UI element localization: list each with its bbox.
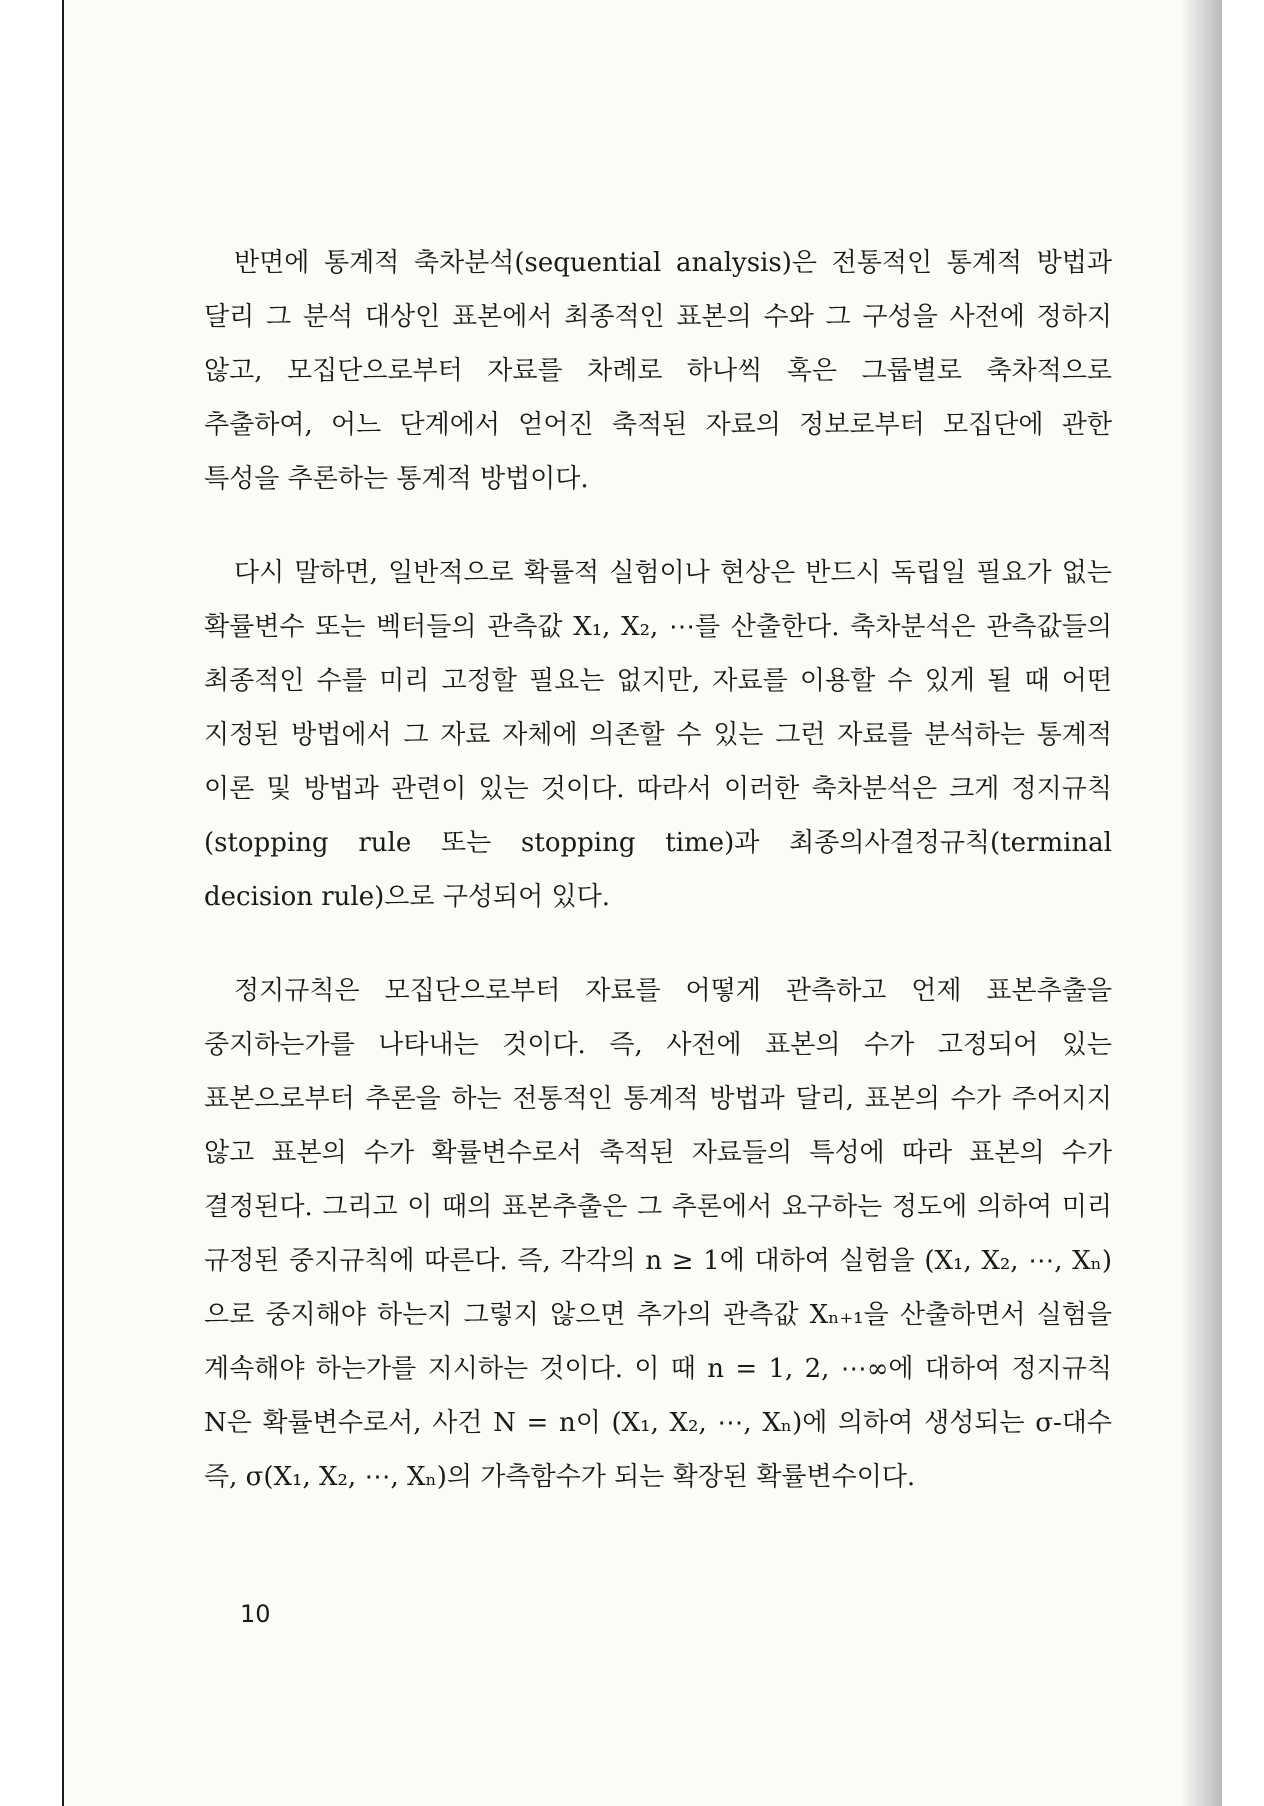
body-text xyxy=(204,236,1112,1544)
page-number: 10 xyxy=(240,1600,271,1628)
paragraph-stopping-rule: 정지규칙은 모집단으로부터 자료를 어떻게 관측하고 언제 표본추출을 중지하는가를 나타내는 것이다. 즉, 사전에 표본의 수가 고정되어 있는 표본으로부터 추론을 하는 전통적인 통계적 방법과 달리, 표본의 수가 주어지지 않고 표본의 수가 확률변수로서 축적된 자료들의 특성에 따라 표본의 수가 결정된다. 그리고 이 때의 표본추출은 그 추론에서 요구하는 정도에 의하여 미리 규정된 중지규칙에 따른다. 즉, 각각의 n ≥ 1에 대하여 실험을 (X₁, X₂, ⋯, Xₙ)으로 중지해야 하는지 그렇지 않으면 추가의 관측값 Xₙ₊₁을 산출하면서 실험을 계속해야 하는가를 지시하는 것이다. 이 때 n = 1, 2, ⋯∞에 대하여 정지규칙 N은 확률변수로서, 사건 N = n이 (X₁, X₂, ⋯, Xₙ)에 의하여 생성되는 σ-대수 즉, σ(X₁, X₂, ⋯, Xₙ)의 가측함수가 되는 확장된 확률변수이다. xyxy=(204,976,1112,1492)
paragraph-observations: 다시 말하면, 일반적으로 확률적 실험이나 현상은 반드시 독립일 필요가 없는 확률변수 또는 벡터들의 관측값 X₁, X₂, ⋯를 산출한다. 축차분석은 관측값들의 최종적인 수를 미리 고정할 필요는 없지만, 자료를 이용할 수 있게 될 때 어떤 지정된 방법에서 그 자료 자체에 의존할 수 있는 그런 자료를 분석하는 통계적 이론 및 방법과 관련이 있는 것이다. 따라서 이러한 축차분석은 크게 정지규칙(stopping rule 또는 stopping time)과 최종의사결정규칙(terminal decision rule)으로 구성되어 있다. xyxy=(204,558,1112,912)
paragraph-sequential-analysis: 반면에 통계적 축차분석(sequential analysis)은 전통적인 통계적 방법과 달리 그 분석 대상인 표본에서 최종적인 표본의 수와 그 구성을 사전에 정하지 않고, 모집단으로부터 자료를 차례로 하나씩 혹은 그룹별로 축차적으로 추출하여, 어느 단계에서 얻어진 축적된 자료의 정보로부터 모집단에 관한 특성을 추론하는 통계적 방법이다. xyxy=(204,248,1112,494)
page-edge-shadow xyxy=(1180,0,1222,1806)
